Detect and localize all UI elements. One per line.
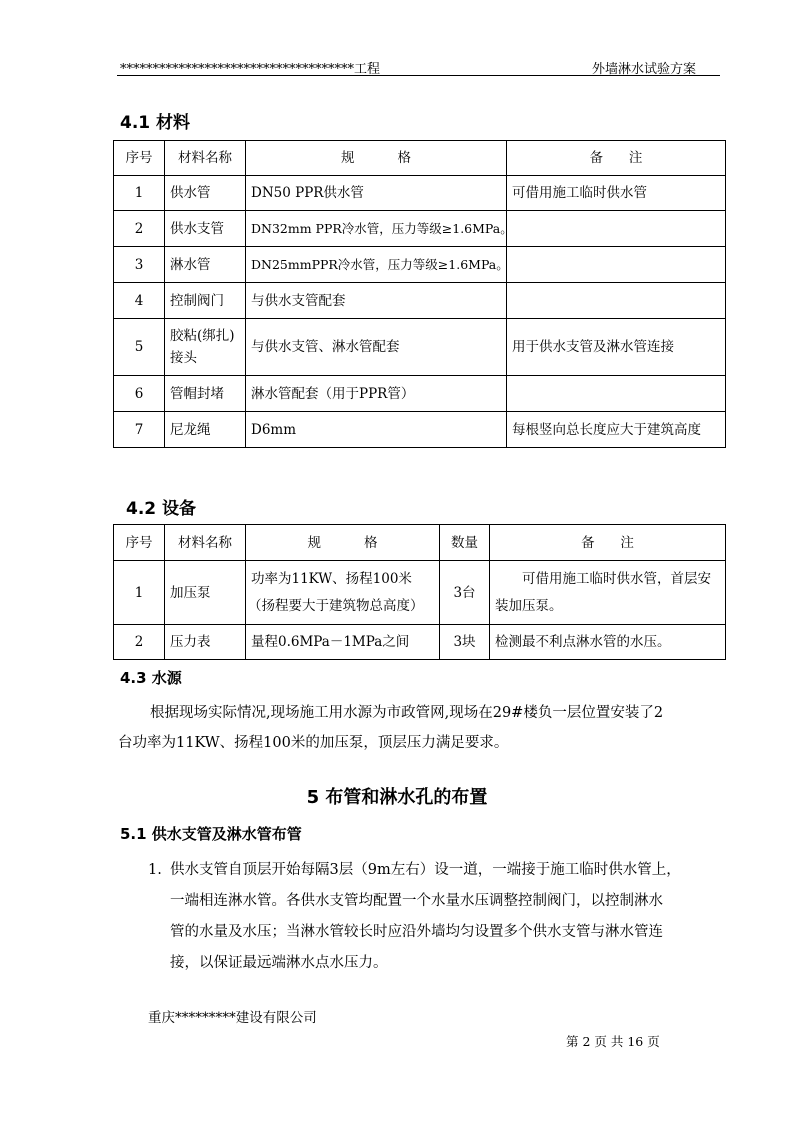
cell-no: 1 — [114, 561, 165, 625]
cell-name: 控制阀门 — [165, 283, 246, 319]
col-header: 材料名称 — [165, 141, 246, 176]
cell-spec — [246, 561, 440, 625]
table-row — [114, 247, 726, 283]
equipment-heading: 4.2 设备 — [126, 499, 197, 519]
cell-note — [507, 376, 726, 412]
cell-no: 1 — [114, 176, 165, 211]
cell-no: 2 — [114, 625, 165, 660]
materials-table — [113, 140, 726, 448]
cell-name: 淋水管 — [165, 247, 246, 283]
cell-note — [507, 283, 726, 319]
cell-spec: 淋水管配套（用于PPR管） — [246, 376, 507, 412]
equipment-header-row — [114, 525, 726, 561]
cell-name: 压力表 — [165, 625, 246, 660]
spec-line: （扬程要大于建筑物总高度） — [248, 597, 424, 614]
cell-name: 管帽封堵 — [165, 376, 246, 412]
footer-page-number: 第 2 页 共 16 页 — [566, 1034, 660, 1049]
table-row — [114, 625, 726, 660]
cell-note: 可借用施工临时供水管 — [507, 176, 726, 211]
cell-spec: 量程0.6MPa－1MPa之间 — [246, 625, 440, 660]
table-row — [114, 561, 726, 625]
list-item-line: 供水支管自顶层开始每隔3层（9m左右）设一道，一端接于施工临时供水管上， — [170, 862, 681, 878]
col-header: 备 注 — [507, 141, 726, 176]
cell-note: 每根竖向总长度应大于建筑高度 — [507, 412, 726, 448]
cell-note: 用于供水支管及淋水管连接 — [507, 319, 726, 376]
header-project: ************************************工程 — [120, 62, 381, 77]
chapter-heading: 5 布管和淋水孔的布置 — [306, 787, 488, 808]
cell-qty: 3块 — [440, 625, 490, 660]
cell-name: 胶粘(绑扎)接头 — [165, 319, 246, 376]
list-item-number: 1. — [148, 862, 162, 878]
table-row — [114, 283, 726, 319]
cell-spec: DN50 PPR供水管 — [246, 176, 507, 211]
table-row — [114, 412, 726, 448]
cell-name: 供水管 — [165, 176, 246, 211]
cell-no: 2 — [114, 211, 165, 247]
list-item-line: 接，以保证最远端淋水点水压力。 — [170, 955, 388, 971]
cell-no: 5 — [114, 319, 165, 376]
cell-no: 3 — [114, 247, 165, 283]
header-divider — [117, 75, 720, 76]
cell-no: 4 — [114, 283, 165, 319]
section-heading: 5.1 供水支管及淋水管布管 — [120, 825, 302, 843]
cell-name: 加压泵 — [165, 561, 246, 625]
water-paragraph-line: 根据现场实际情况,现场施工用水源为市政管网,现场在29#楼负一层位置安装了2 — [150, 705, 664, 721]
col-header: 材料名称 — [165, 525, 246, 561]
table-row — [114, 176, 726, 211]
cell-spec: 与供水支管配套 — [246, 283, 507, 319]
cell-spec: DN25mmPPR冷水管，压力等级≥1.6MPa。 — [246, 247, 507, 283]
col-header: 序号 — [114, 141, 165, 176]
water-paragraph-line: 台功率为11KW、扬程100米的加压泵，顶层压力满足要求。 — [118, 735, 509, 751]
header-doc-title: 外墙淋水试验方案 — [592, 62, 697, 77]
cell-no: 6 — [114, 376, 165, 412]
materials-heading: 4.1 材料 — [120, 113, 191, 133]
col-header: 数量 — [440, 525, 490, 561]
table-row — [114, 319, 726, 376]
cell-spec: D6mm — [246, 412, 507, 448]
cell-spec: 与供水支管、淋水管配套 — [246, 319, 507, 376]
water-heading: 4.3 水源 — [120, 669, 182, 687]
list-item-line: 管的水量及水压；当淋水管较长时应沿外墙均匀设置多个供水支管与淋水管连 — [170, 924, 663, 940]
materials-header-row — [114, 141, 726, 176]
cell-spec: DN32mm PPR冷水管，压力等级≥1.6MPa。 — [246, 211, 507, 247]
equipment-table — [113, 524, 726, 660]
col-header: 序号 — [114, 525, 165, 561]
footer-company: 重庆*********建设有限公司 — [148, 1010, 317, 1026]
cell-note — [507, 211, 726, 247]
cell-name: 尼龙绳 — [165, 412, 246, 448]
table-row — [114, 211, 726, 247]
cell-note — [507, 247, 726, 283]
cell-qty: 3台 — [440, 561, 490, 625]
cell-no: 7 — [114, 412, 165, 448]
cell-note: 可借用施工临时供水管，首层安装加压泵。 — [490, 561, 726, 625]
table-row — [114, 376, 726, 412]
col-header: 规 格 — [246, 141, 507, 176]
list-item-line: 一端相连淋水管。各供水支管均配置一个水量水压调整控制阀门，以控制淋水 — [170, 893, 663, 909]
col-header: 备 注 — [490, 525, 726, 561]
cell-note: 检测最不利点淋水管的水压。 — [490, 625, 726, 660]
spec-line: 功率为11KW、扬程100米 — [251, 570, 412, 587]
cell-name: 供水支管 — [165, 211, 246, 247]
col-header: 规 格 — [246, 525, 440, 561]
